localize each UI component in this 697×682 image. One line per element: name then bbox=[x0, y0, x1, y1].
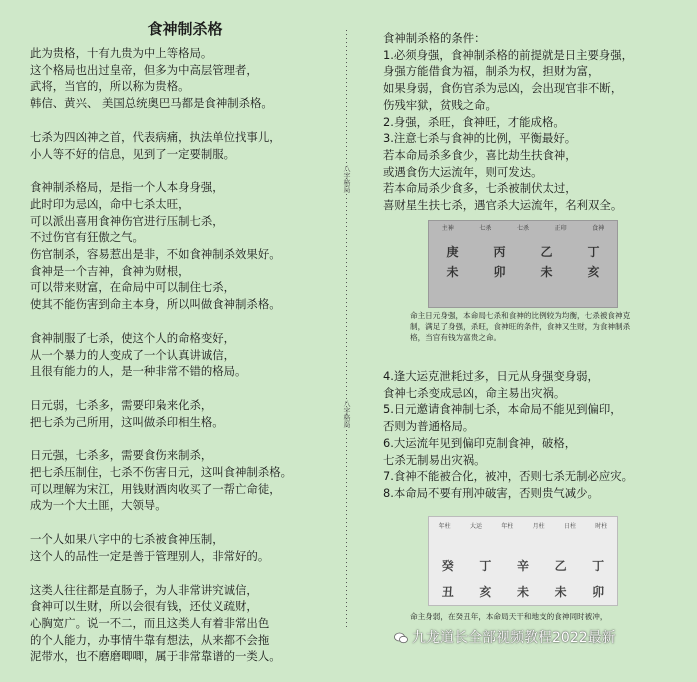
pillar-header: 月柱 bbox=[532, 523, 545, 530]
paragraph bbox=[30, 179, 340, 313]
text-line: 身强方能借食为福，制杀为权，担财为富， bbox=[383, 64, 600, 79]
text-line: 食神制杀格的条件： bbox=[383, 31, 486, 45]
pillar-char: 丙 bbox=[493, 245, 506, 259]
left-column bbox=[30, 18, 340, 682]
text-line: 或遇食伤大运流年，则可发达。 bbox=[383, 164, 543, 179]
chart1-branches-row bbox=[429, 263, 617, 280]
chart2-header-row bbox=[429, 521, 617, 530]
text-line: 此为贵格，十有九贵为中上等格局。 bbox=[30, 46, 213, 60]
text-line: 这个人的品性一定是善于管理别人，非常好的。 bbox=[30, 548, 270, 563]
pillar-char: 丑 bbox=[441, 585, 454, 599]
text-line: 喜财星生扶七杀，遇官杀大运流年，名利双全。 bbox=[383, 198, 623, 213]
text-line: 如果身弱，食伤官杀为忌凶，会出现官非不断， bbox=[383, 81, 623, 96]
wechat-icon bbox=[394, 632, 408, 644]
pillar-char: 未 bbox=[446, 265, 459, 279]
column-divider bbox=[346, 30, 347, 630]
caption-line: 七杀被食神克制，满足了身强，杀旺，食神旺的条件， bbox=[410, 311, 631, 331]
pillar-header: 大运 bbox=[469, 523, 482, 530]
text-line: 的个人能力，办事情牛靠有想法，从来都不会拖 bbox=[30, 632, 270, 647]
text-line: 1.必须身强，食神制杀格的前提就是日主要身强， bbox=[383, 47, 634, 62]
divider-label-1: 八字格局 bbox=[343, 165, 351, 193]
text-line: 小人等不好的信息，见到了一定要制服。 bbox=[30, 146, 236, 161]
page-title: 食神制杀格 bbox=[147, 20, 223, 38]
text-line: 七杀无制易出灾祸。 bbox=[383, 452, 486, 467]
paragraph bbox=[30, 447, 340, 514]
pillar-header: 正印 bbox=[554, 225, 567, 232]
paragraph bbox=[30, 397, 340, 430]
text-line: 把七杀压制住，七杀不伤害日元，这叫食神制杀格。 bbox=[30, 465, 292, 480]
pillar-char: 卯 bbox=[493, 265, 506, 279]
text-line: 食神制服了七杀，使这个人的命格变好， bbox=[30, 330, 236, 345]
bazi-chart-1 bbox=[428, 220, 618, 308]
conditions-block-1 bbox=[383, 30, 688, 214]
text-line: 且很有能力的人，是一种非常不错的格局。 bbox=[30, 364, 247, 379]
pillar-header: 年柱 bbox=[501, 523, 514, 530]
paragraph bbox=[30, 531, 340, 564]
watermark bbox=[394, 627, 616, 647]
chart2-branches-row bbox=[429, 583, 617, 600]
caption-line: 食神又生财，为食神制杀格，当官有钱为富贵之命。 bbox=[410, 322, 631, 342]
pillar-char: 辛 bbox=[516, 559, 529, 573]
paragraph bbox=[30, 45, 340, 112]
text-line: 可以带来财富，在命局中可以制住七杀， bbox=[30, 280, 236, 295]
text-line: 食神制杀格局，是指一个人本身身强， bbox=[30, 180, 224, 195]
text-line: 6.大运流年见到偏印克制食神，破格， bbox=[383, 435, 577, 450]
pillar-char: 丁 bbox=[592, 559, 605, 573]
text-line: 七杀为四凶神之首，代表病痛，执法单位找事儿， bbox=[30, 129, 281, 144]
pillar-char: 丁 bbox=[479, 559, 492, 573]
text-line: 可以理解为宋江，用钱财酒肉收买了一帮亡命徒， bbox=[30, 481, 281, 496]
text-line: 此时印为忌凶，命中七杀太旺， bbox=[30, 196, 190, 211]
paragraph bbox=[30, 129, 340, 162]
text-line: 若本命局杀多食少，喜比劫生扶食神， bbox=[383, 147, 577, 162]
pillar-header: 七杀 bbox=[479, 225, 492, 232]
pillar-char: 癸 bbox=[441, 559, 454, 573]
conditions-block-2 bbox=[383, 368, 688, 502]
text-line: 心胸宽广。说一不二，而且这类人有着非常出色 bbox=[30, 615, 270, 630]
text-line: 使其不能伤害到命主本身，所以叫做食神制杀格。 bbox=[30, 297, 281, 312]
text-line: 这类人往往都是直肠子，为人非常讲究诚信， bbox=[30, 582, 258, 597]
text-line: 食神可以生财，所以会很有钱，还仗义疏财， bbox=[30, 599, 258, 614]
pillar-header: 食神 bbox=[592, 225, 605, 232]
text-line: 成为一个大土匪，大领导。 bbox=[30, 498, 167, 513]
text-line: 7.食神不能被合化，被冲，否则七杀无制必应灾。 bbox=[383, 469, 634, 484]
pillar-header: 日柱 bbox=[563, 523, 576, 530]
text-line: 2.身强，杀旺，食神旺，才能成格。 bbox=[383, 114, 565, 129]
pillar-char: 亥 bbox=[587, 265, 600, 279]
text-line: 否则为普通格局。 bbox=[383, 419, 475, 434]
pillar-char: 未 bbox=[540, 265, 553, 279]
pillar-header: 时柱 bbox=[595, 523, 608, 530]
caption-line: 命主日元身强，本命局七杀和食神的比例较为均衡， bbox=[410, 311, 585, 320]
left-paragraphs bbox=[30, 45, 340, 665]
pillar-char: 卯 bbox=[592, 585, 605, 599]
paragraph bbox=[30, 330, 340, 380]
pillar-char: 乙 bbox=[554, 559, 567, 573]
pillar-header: 七杀 bbox=[516, 225, 529, 232]
pillar-char: 庚 bbox=[446, 245, 459, 259]
bazi-chart-2 bbox=[428, 516, 618, 606]
pillar-char: 乙 bbox=[540, 245, 553, 259]
pillar-char: 丁 bbox=[587, 245, 600, 259]
text-line: 食神七杀变成忌凶，命主易出灾祸。 bbox=[383, 385, 566, 400]
text-line: 不过伤官有狂傲之气。 bbox=[30, 230, 144, 245]
chart2-stems-row bbox=[429, 557, 617, 574]
paragraph bbox=[30, 582, 340, 666]
pillar-header: 主神 bbox=[441, 225, 454, 232]
text-line: 日元强，七杀多，需要食伤来制杀， bbox=[30, 448, 213, 463]
text-line: 8.本命局不要有刑冲破害，否则贵气减少。 bbox=[383, 485, 599, 500]
chart1-header-row bbox=[429, 223, 617, 232]
pillar-header: 年柱 bbox=[438, 523, 451, 530]
divider-label-2: 八字格局 bbox=[343, 400, 351, 428]
text-line: 食神是一个吉神，食神为财根， bbox=[30, 263, 190, 278]
text-line: 伤官制杀，容易惹出是非，不如食神制杀效果好。 bbox=[30, 247, 281, 262]
text-line: 5.日元邀请食神制七杀，本命局不能见到偏印， bbox=[383, 402, 622, 417]
pillar-char: 未 bbox=[554, 585, 567, 599]
text-line: 4.逢大运克泄耗过多，日元从身强变身弱， bbox=[383, 369, 599, 383]
text-line: 日元弱，七杀多，需要印枭来化杀， bbox=[30, 397, 213, 412]
text-line: 3.注意七杀与食神的比例，平衡最好。 bbox=[383, 131, 577, 146]
right-column bbox=[383, 30, 688, 214]
text-line: 泥带水，也不磨磨唧唧，属于非常靠谱的一类人。 bbox=[30, 649, 281, 664]
pillar-char: 亥 bbox=[479, 585, 492, 599]
chart1-stems-row bbox=[429, 243, 617, 260]
text-line: 伤残牢狱，贫贱之命。 bbox=[383, 97, 497, 112]
pillar-char: 未 bbox=[516, 585, 529, 599]
watermark-text: 九龙道长全部视频教程2022最新 bbox=[412, 630, 616, 646]
text-line: 可以派出喜用食神伤官进行压制七杀， bbox=[30, 213, 224, 228]
text-line: 韩信、黄兴、 美国总统奥巴马都是食神制杀格。 bbox=[30, 96, 273, 111]
text-line: 武将，当官的，所以称为贵格。 bbox=[30, 79, 190, 94]
text-line: 一个人如果八字中的七杀被食神压制， bbox=[30, 532, 224, 547]
chart2-caption bbox=[410, 611, 645, 622]
text-line: 这个格局也出过皇帝，但多为中高层管理者， bbox=[30, 62, 258, 77]
caption-line: 命主身弱，在癸丑年，本命局天干和地支的食神同时被冲， bbox=[410, 612, 608, 621]
text-line: 从一个暴力的人变成了一个认真讲诚信， bbox=[30, 347, 236, 362]
chart1-caption bbox=[410, 310, 645, 343]
text-line: 把七杀为己所用，这叫做杀印相生格。 bbox=[30, 414, 224, 429]
text-line: 若本命局杀少食多，七杀被制伏太过， bbox=[383, 181, 577, 196]
